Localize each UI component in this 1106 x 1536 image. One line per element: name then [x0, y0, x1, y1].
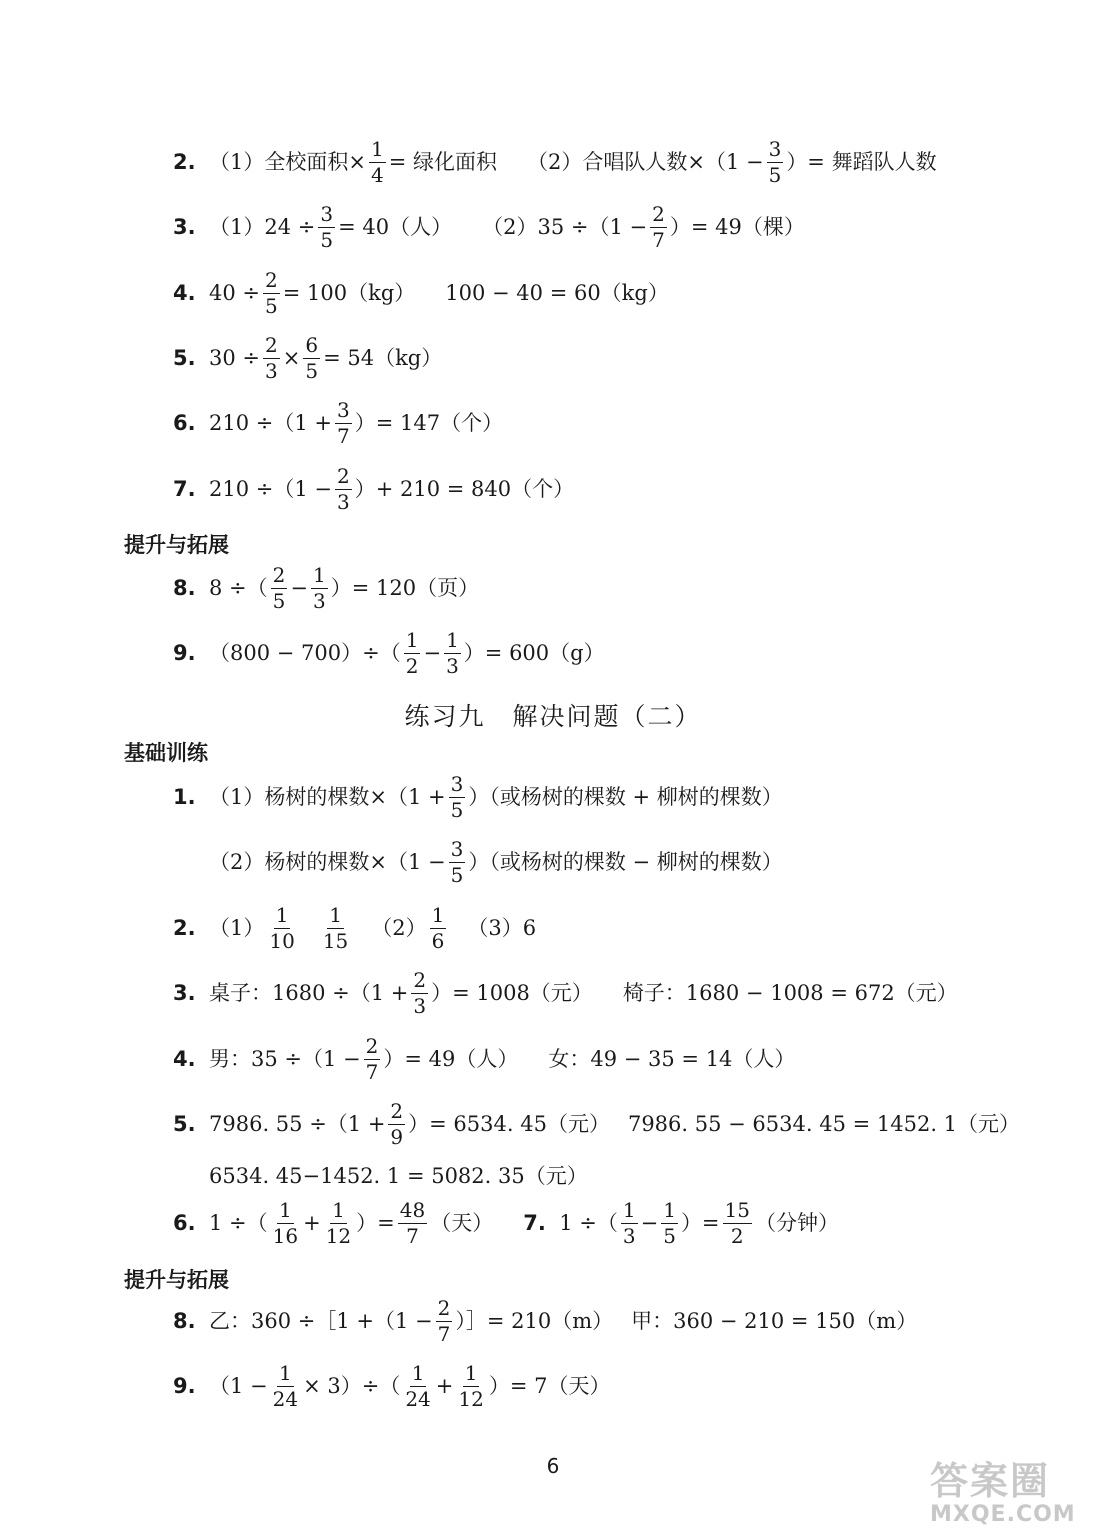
- watermark-text: 答案圈: [930, 1459, 1051, 1503]
- expr-text: ）= 6534. 45（元）: [408, 1112, 610, 1136]
- item-number: 3.: [173, 981, 196, 1005]
- expr-text: （2）合唱队人数×（1 −: [526, 150, 764, 174]
- expr-text: （1）杨树的棵数×（1 +: [209, 785, 446, 809]
- item-number: 5.: [173, 346, 196, 370]
- expr-text: ）（或杨树的棵数 − 柳树的棵数）: [468, 850, 783, 874]
- expr-text: +: [435, 1374, 454, 1398]
- expr-text: （1）: [209, 916, 265, 940]
- expr-text: 女：49 − 35 = 14（人）: [548, 1047, 796, 1071]
- answer-item-5b: [173, 1101, 1020, 1148]
- expr-text: ）= 7（天）: [488, 1374, 611, 1398]
- fraction: $\frac{1}{6}$: [431, 903, 445, 953]
- item-number: 8.: [173, 1309, 196, 1333]
- fraction: $\frac{2}{3}$: [413, 968, 427, 1018]
- expr-text: ）= 49（棵）: [669, 215, 805, 239]
- expr-text: 40 ÷: [209, 281, 260, 305]
- expr-text: 桌子：1680 ÷（1 +: [209, 981, 409, 1005]
- fraction: $\frac{1}{3}$: [622, 1198, 636, 1248]
- expr-text: ）（或杨树的棵数 + 柳树的棵数）: [468, 785, 783, 809]
- item-number: 2.: [173, 916, 196, 940]
- fraction: $\frac{1}{4}$: [370, 137, 384, 187]
- expr-text: −: [290, 576, 308, 600]
- item-number: 4.: [173, 1047, 196, 1071]
- expr-text: 8 ÷（: [209, 576, 268, 600]
- fraction: $\frac{2}{5}$: [272, 563, 286, 613]
- expr-text: （分钟）: [755, 1211, 839, 1235]
- expr-text: 甲：360 − 210 = 150（m）: [631, 1309, 918, 1333]
- item-number: 6.: [173, 411, 196, 435]
- expr-text: × 3）÷（: [303, 1374, 401, 1398]
- fraction: $\frac{1}{5}$: [663, 1198, 676, 1248]
- fraction: $\frac{15}{2}$: [724, 1198, 750, 1248]
- fraction: $\frac{2}{3}$: [265, 333, 278, 383]
- expr-text: 7986. 55 ÷（1 +: [209, 1112, 386, 1136]
- fraction: $\frac{3}{5}$: [450, 837, 464, 887]
- item-number: 7.: [523, 1211, 546, 1235]
- expr-text: （1）24 ÷: [209, 215, 316, 239]
- expr-text: （1）全校面积×: [209, 150, 366, 174]
- section-heading-upgrade-2: 提升与拓展: [124, 1268, 229, 1292]
- fraction: $\frac{2}{3}$: [337, 464, 350, 514]
- answer-item-1-part-1: [173, 774, 783, 821]
- expr-text: 7986. 55 − 6534. 45 = 1452. 1（元）: [627, 1112, 1021, 1136]
- expr-text: 30 ÷: [209, 346, 260, 370]
- fraction: $\frac{1}{12}$: [458, 1361, 484, 1411]
- expr-text: −: [640, 1211, 659, 1235]
- expr-text: （1 −: [209, 1374, 268, 1398]
- expr-text: ）=: [356, 1211, 395, 1235]
- answer-item-3b: [173, 970, 958, 1017]
- answer-item-1-part-2: [209, 839, 783, 886]
- expr-text: ）= 120（页）: [330, 576, 480, 600]
- expr-text: （800 − 700）÷（: [209, 641, 401, 665]
- fraction: $\frac{3}{7}$: [337, 398, 350, 448]
- expr-text: 男：35 ÷（1 −: [209, 1047, 361, 1071]
- answer-item-5b-continued: [209, 1166, 588, 1187]
- answer-item-8: [173, 565, 479, 612]
- expr-text: ）= 舞蹈队人数: [786, 150, 937, 174]
- item-number: 2.: [173, 150, 196, 174]
- answer-item-4b: [173, 1036, 795, 1083]
- fraction: $\frac{3}{5}$: [450, 772, 464, 822]
- expr-text: ）=: [680, 1211, 720, 1235]
- expr-text: 210 ÷（1 −: [209, 477, 332, 501]
- answer-item-6b-7b: [173, 1200, 839, 1247]
- answer-item-2: [173, 139, 937, 186]
- expr-text: ×: [282, 346, 301, 370]
- expr-text: 乙：360 ÷［1 +（1 −: [209, 1309, 433, 1333]
- answer-item-6: [173, 400, 503, 447]
- answer-item-4: [173, 270, 669, 317]
- expr-text: （3）6: [467, 916, 537, 940]
- item-number: 4.: [173, 281, 196, 305]
- expr-text: = 54（kg）: [323, 346, 443, 370]
- expr-text: = 40（人）: [338, 215, 453, 239]
- answer-item-7: [173, 466, 574, 513]
- expr-text: （2）35 ÷（1 −: [482, 215, 648, 239]
- expr-text: 1 ÷（: [209, 1211, 268, 1235]
- expr-text: 100 − 40 = 60（kg）: [445, 281, 669, 305]
- fraction: $\frac{3}{5}$: [768, 137, 782, 187]
- item-number: 6.: [173, 1211, 196, 1235]
- expr-text: ）+ 210 = 840（个）: [354, 477, 575, 501]
- fraction: $\frac{2}{5}$: [265, 268, 278, 318]
- expr-text: +: [303, 1211, 321, 1235]
- fraction: $\frac{48}{7}$: [399, 1198, 426, 1248]
- answer-item-2b: [173, 905, 536, 952]
- fraction: $\frac{2}{7}$: [652, 202, 665, 252]
- expr-text: 210 ÷（1 +: [209, 411, 332, 435]
- fraction: $\frac{6}{5}$: [305, 333, 319, 383]
- page-number: 6: [546, 1454, 560, 1478]
- answer-item-3: [173, 204, 805, 251]
- expr-text: （2）杨树的棵数×（1 −: [209, 850, 446, 874]
- expr-text: ）］= 210（m）: [455, 1309, 614, 1333]
- fraction: $\frac{1}{16}$: [272, 1198, 299, 1248]
- section-heading-upgrade: 提升与拓展: [124, 533, 229, 557]
- expr-text: 椅子：1680 − 1008 = 672（元）: [622, 981, 958, 1005]
- fraction: $\frac{1}{24}$: [272, 1361, 299, 1411]
- item-number: 3.: [173, 215, 196, 239]
- item-number: 1.: [173, 785, 196, 809]
- fraction: $\frac{1}{10}$: [269, 903, 295, 953]
- item-number: 7.: [173, 477, 196, 501]
- expr-text: = 100（kg）: [282, 281, 416, 305]
- item-number: 9.: [173, 641, 196, 665]
- item-number: 9.: [173, 1374, 196, 1398]
- watermark-domain: MXQE.COM: [930, 1502, 1076, 1527]
- fraction: $\frac{1}{3}$: [446, 628, 459, 678]
- fraction: $\frac{2}{9}$: [390, 1099, 404, 1149]
- fraction: $\frac{2}{7}$: [365, 1034, 379, 1084]
- fraction: $\frac{3}{5}$: [320, 202, 334, 252]
- expr-text: = 绿化面积: [388, 150, 497, 174]
- expr-text: ）= 600（g）: [463, 641, 605, 665]
- section-heading-basic: 基础训练: [124, 741, 208, 765]
- answer-item-9b: [173, 1363, 610, 1410]
- item-number: 8.: [173, 576, 196, 600]
- fraction: $\frac{1}{15}$: [322, 903, 349, 953]
- fraction: $\frac{1}{2}$: [405, 628, 419, 678]
- answer-item-8b: [173, 1298, 917, 1345]
- fraction: $\frac{2}{7}$: [437, 1296, 451, 1346]
- expr-text: ）= 1008（元）: [431, 981, 593, 1005]
- exercise-title: 练习九 解决问题（二）: [404, 702, 702, 731]
- expr-text: ）= 49（人）: [383, 1047, 519, 1071]
- watermark-logo: [930, 1459, 1100, 1532]
- item-number: 5.: [173, 1112, 196, 1136]
- expr-text: ）= 147（个）: [354, 411, 504, 435]
- answer-item-9: [173, 630, 605, 677]
- expr-text: 1 ÷（: [559, 1211, 618, 1235]
- expr-text: −: [423, 641, 442, 665]
- expr-text: （天）: [430, 1211, 494, 1235]
- fraction: $\frac{1}{12}$: [325, 1198, 352, 1248]
- expr-text: （2）: [371, 916, 427, 940]
- answer-item-5: [173, 335, 442, 382]
- expr-text: 6534. 45−1452. 1 = 5082. 35（元）: [209, 1164, 588, 1188]
- fraction: $\frac{1}{24}$: [405, 1361, 431, 1411]
- fraction: $\frac{1}{3}$: [312, 563, 326, 613]
